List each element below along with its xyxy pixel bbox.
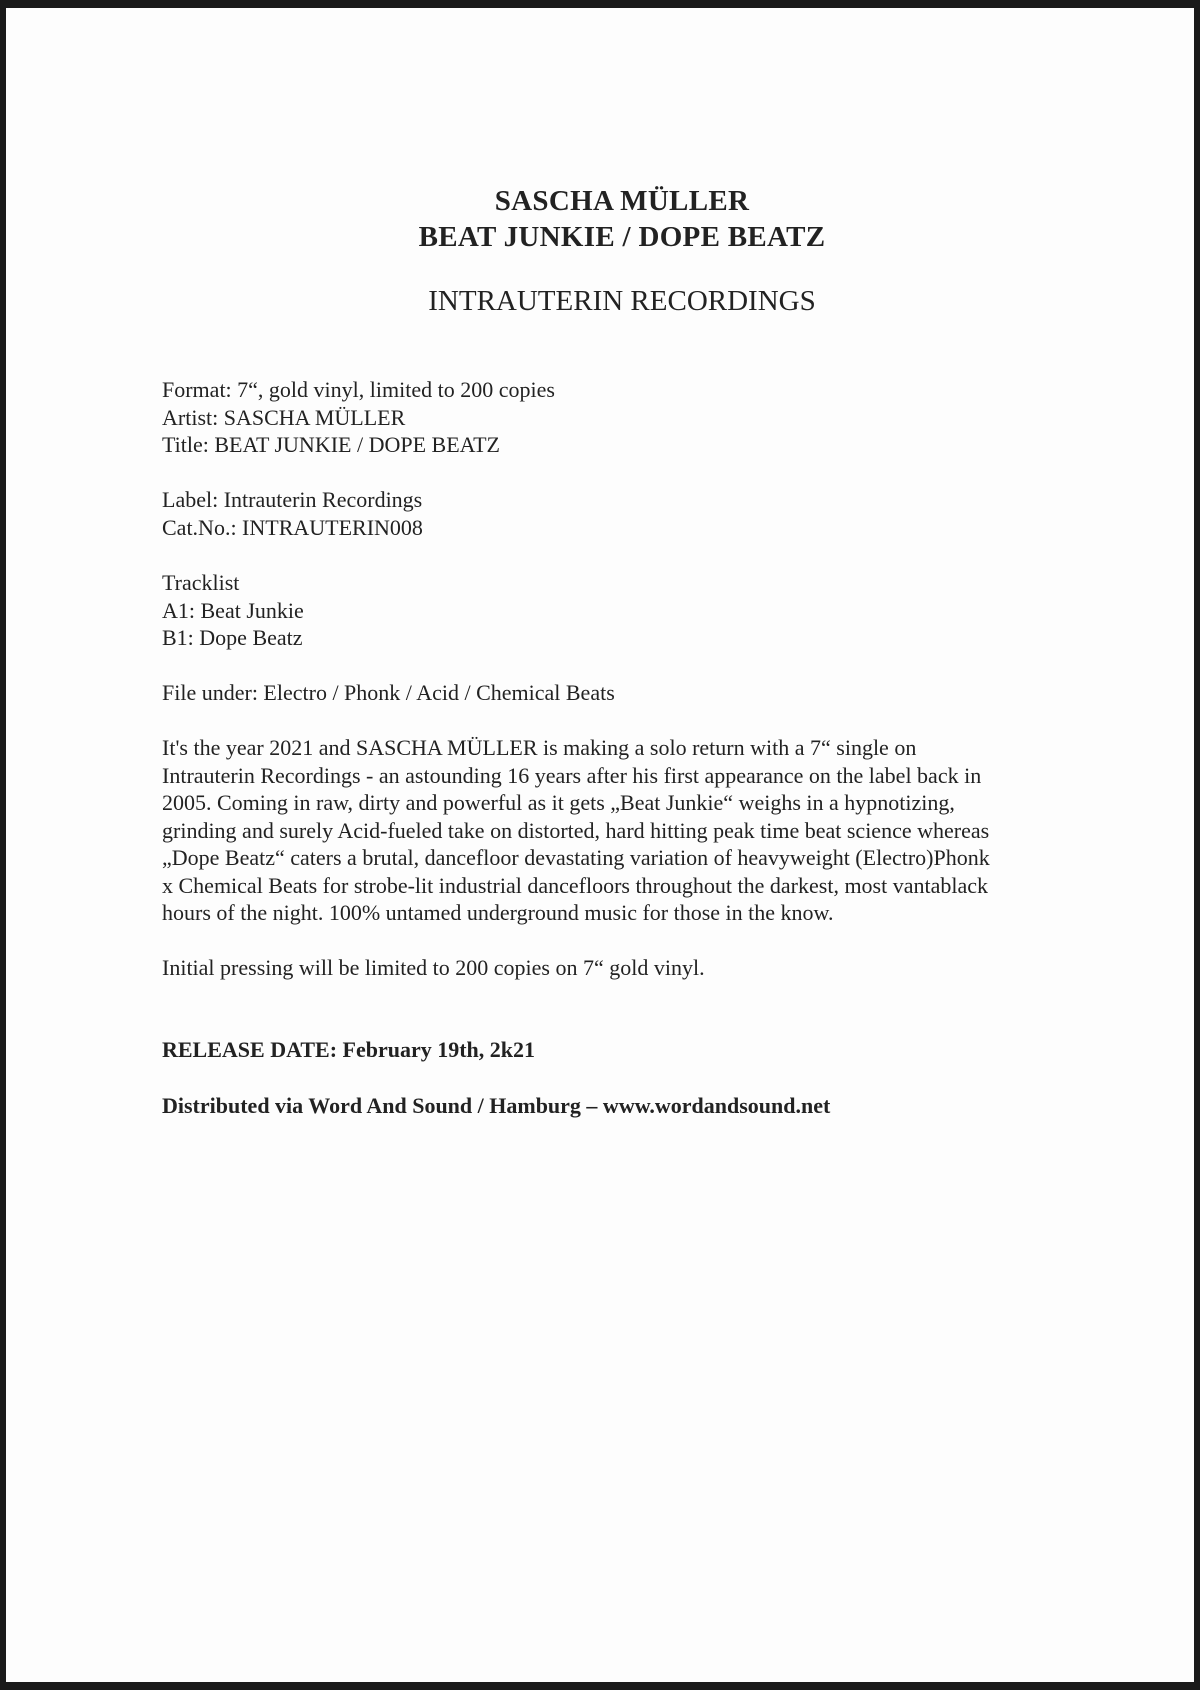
track-item: B1: Dope Beatz xyxy=(162,625,303,650)
description-paragraph xyxy=(162,734,1077,927)
tracklist-heading: Tracklist xyxy=(162,570,240,595)
label-line: Label: Intrauterin Recordings xyxy=(162,487,423,512)
artist-line: Artist: SASCHA MÜLLER xyxy=(162,404,406,430)
description-line: It's the year 2021 and SASCHA MÜLLER is making a solo return with a 7“ single on xyxy=(162,735,917,760)
title-line: Title: BEAT JUNKIE / DOPE BEATZ xyxy=(162,432,500,457)
label-info xyxy=(162,486,1082,541)
label-heading: INTRAUTERIN RECORDINGS xyxy=(428,285,816,317)
description-line: grinding and surely Acid-fueled take on distorted, hard hitting peak time beat science whereas xyxy=(162,817,990,843)
description-line: Intrauterin Recordings - an astounding 16 years after his first appearance on the label back in xyxy=(162,762,982,788)
catalog-number-line: Cat.No.: INTRAUTERIN008 xyxy=(162,514,423,540)
release-title-heading: BEAT JUNKIE / DOPE BEATZ xyxy=(418,221,826,253)
track-item: A1: Beat Junkie xyxy=(162,597,304,623)
description-line: hours of the night. 100% untamed underground music for those in the know. xyxy=(162,900,834,925)
format-line: Format: 7“, gold vinyl, limited to 200 copies xyxy=(162,377,555,402)
distribution-line: Distributed via Word And Sound / Hamburg – www.wordandsound.net xyxy=(162,1093,831,1118)
tracklist xyxy=(162,569,1082,652)
description-line: x Chemical Beats for strobe-lit industrial dancefloors throughout the darkest, most vantablack xyxy=(162,872,989,898)
pressing-note: Initial pressing will be limited to 200 copies on 7“ gold vinyl. xyxy=(162,955,705,980)
artist-heading: SASCHA MÜLLER xyxy=(494,185,750,217)
file-under-line: File under: Electro / Phonk / Acid / Chemical Beats xyxy=(162,680,615,705)
description-line: 2005. Coming in raw, dirty and powerful as it gets „Beat Junkie“ weighs in a hypnotizing, xyxy=(162,790,955,815)
description-line: „Dope Beatz“ caters a brutal, dancefloor devastating variation of heavyweight (Electro)Phonk xyxy=(162,845,990,870)
release-details xyxy=(162,376,1082,459)
release-date: RELEASE DATE: February 19th, 2k21 xyxy=(162,1037,536,1062)
